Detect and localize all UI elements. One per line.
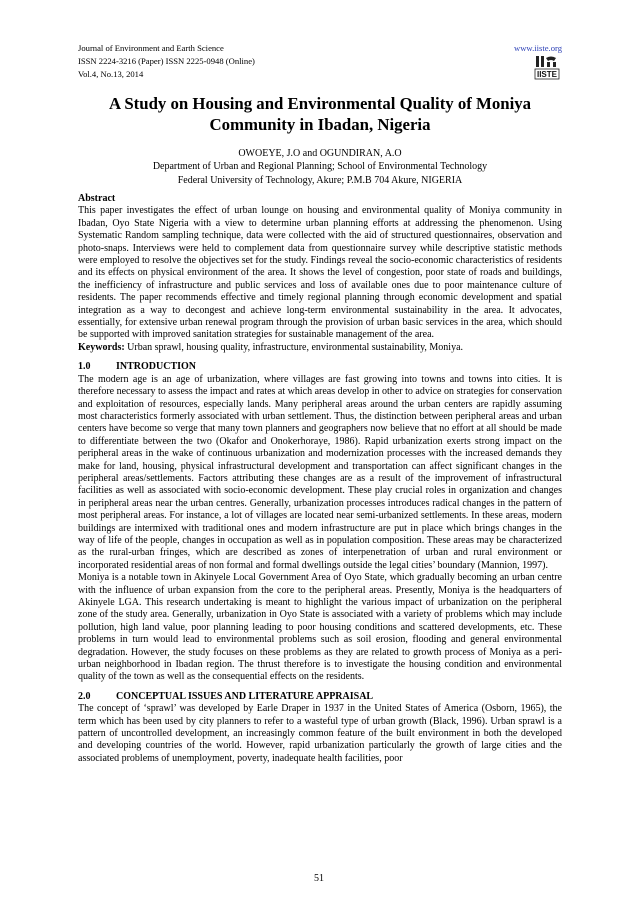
iiste-logo-icon [534, 55, 560, 81]
journal-issn: ISSN 2224-3216 (Paper) ISSN 2225-0948 (Online) [78, 56, 255, 66]
title-line-2: Community in Ibadan, Nigeria [209, 115, 431, 134]
keywords-text: Urban sprawl, housing quality, infrastructure, environmental sustainability, Moniya. [124, 341, 464, 353]
author-block [78, 147, 562, 187]
page-number: 51 [314, 873, 324, 884]
section-1-heading [78, 361, 562, 373]
title-line-1: A Study on Housing and Environmental Quality of Moniya [108, 94, 532, 113]
affiliation-line-2: Federal University of Technology, Akure; P.M.B 704 Akure, NIGERIA [177, 174, 463, 186]
keywords-line [78, 342, 562, 354]
section-2-number: 2.0 [78, 690, 91, 702]
section-1-title: INTRODUCTION [116, 361, 197, 373]
paper-title [78, 93, 562, 135]
author-names: OWOEYE, J.O and OGUNDIRAN, A.O [238, 148, 402, 159]
journal-volume: Vol.4, No.13, 2014 [78, 69, 144, 79]
section-2-heading [78, 691, 562, 703]
section-1-paragraph-1: The modern age is an age of urbanization, where villages are fast growing into towns and towns into cities. It is therefore necessary to assess the impact and rates at which areas develop in other to advice on strategies for conservation and exploitation of resources, especially lands. Many peripheral areas around the urban centers are rapidly assuming most characteristics formerly associated with urban settlement. Thus, the distinction between peripheral areas and urban centers have become so verge that many town planners and geographers now believe that no effort at all should be made to differentiate between the two (Okafor and Onokerhoraye, 1986). Rapid urbanization exerts strong impact on the peripheral areas in the wake of continuous urbanization and modernization processes with the increased demands they make for land, housing, physical infrastructural development and transportation can affect significant changes in the peripheral areas/settlements. Factors attributing these changes are as a result of the improvement of infrastructural facilities as well as associated with socio-economic development. These play crucial roles in organization and changes in peripheral areas near the urban centres. Generally, urbanization processes introduces radical changes in the pattern of most peripheral areas. For instance, a lot of villages are located near semi-urbanized settlements. In these areas, modern buildings are intermixed with traditional ones and modern infrastructure are put in place which brings changes in the way of life of the people, changes in occupation as well as in population composition. These areas may be characterized as the rural-urban fringes, which are described as zones of interpenetration of urban and rural environment or incorporated residential areas of non formal and formal dwellings outside the legal cities’ boundary (Mannion, 1997). [78, 373, 562, 571]
keywords-label: Keywords: [78, 341, 125, 353]
svg-text:IISTE: IISTE [536, 70, 558, 79]
section-2-paragraph-1: The concept of ‘sprawl’ was developed by Earle Draper in 1937 in the United States of America (Osborn, 1965), the term which has been used by city planners to refer to a wasteful type of urban growth (Black, 1996). Urban sprawl is a pattern of uncontrolled development, an increasingly common feature of the built environment in both the developed and developing countries of the world. However, rapid urbanization particularly the growth of large cities and the associated problems of unemployment, poverty, inadequate health facilities, poor [78, 703, 562, 764]
journal-name: Journal of Environment and Earth Science [78, 43, 224, 53]
journal-url-link[interactable]: www.iiste.org [514, 43, 562, 53]
section-2-title: CONCEPTUAL ISSUES AND LITERATURE APPRAISAL [116, 690, 374, 702]
abstract-text: This paper investigates the effect of urban lounge on housing and environmental quality of Moniya community in Ibadan, Oyo State Nigeria with a view to determine urban planning efforts at addressing the phenomenon. Using Systematic Random sampling technique, data were collected with the aid of structured questionnaires, observation and photo-snaps. Interviews were held to complement data from questionnaire survey while descriptive statistic methods were employed to resolve the objectives set for the study. Findings reveal the socio-economic characteristics of residents and its effects on physical environment of the area. It shows the level of congestion, poor state of roads and buildings, the inefficiency of infrastructure and public services and loss of available ones due to poor maintenance culture of residents. The paper recommends effective and timely regional planning through economic development and spatial integration as a way to decongest and achieve long-term environmental sustainability in the area. It advocates, essentially, for extensive urban renewal program through the provision of urban basic services in the area, which should be supported with improved sanitation strategies for sustainable management of the area. [78, 205, 562, 341]
section-1-paragraph-2: Moniya is a notable town in Akinyele Local Government Area of Oyo State, which gradually becoming an urban centre with the influence of urban expansion from the core to the peripheral areas. Presently, Moniya is the headquarters of Akinyele LGA. This research undertaking is meant to highlight the various impact of urbanization on the peripheral zone of the study area. Generally, urbanization in Oyo State is associated with a variety of problems which may include pollution, high land value, poor planning leading to poor housing conditions and scattered developments, etc. These problems in turn would lead to environmental problems such as soil erosion, flooding and general environmental degradation. However, the study focuses on these problems as they are related to growth process of Moniya as a peri-urban neighborhood in Ibadan region. The thrust therefore is to investigate the housing condition and environmental quality of the town as well as the consequential effects on the residents. [78, 572, 562, 683]
section-1-number: 1.0 [78, 361, 91, 373]
abstract-heading: Abstract [78, 193, 116, 204]
paper-body [78, 193, 562, 765]
affiliation-line-1: Department of Urban and Regional Planning; School of Environmental Technology [152, 161, 488, 173]
